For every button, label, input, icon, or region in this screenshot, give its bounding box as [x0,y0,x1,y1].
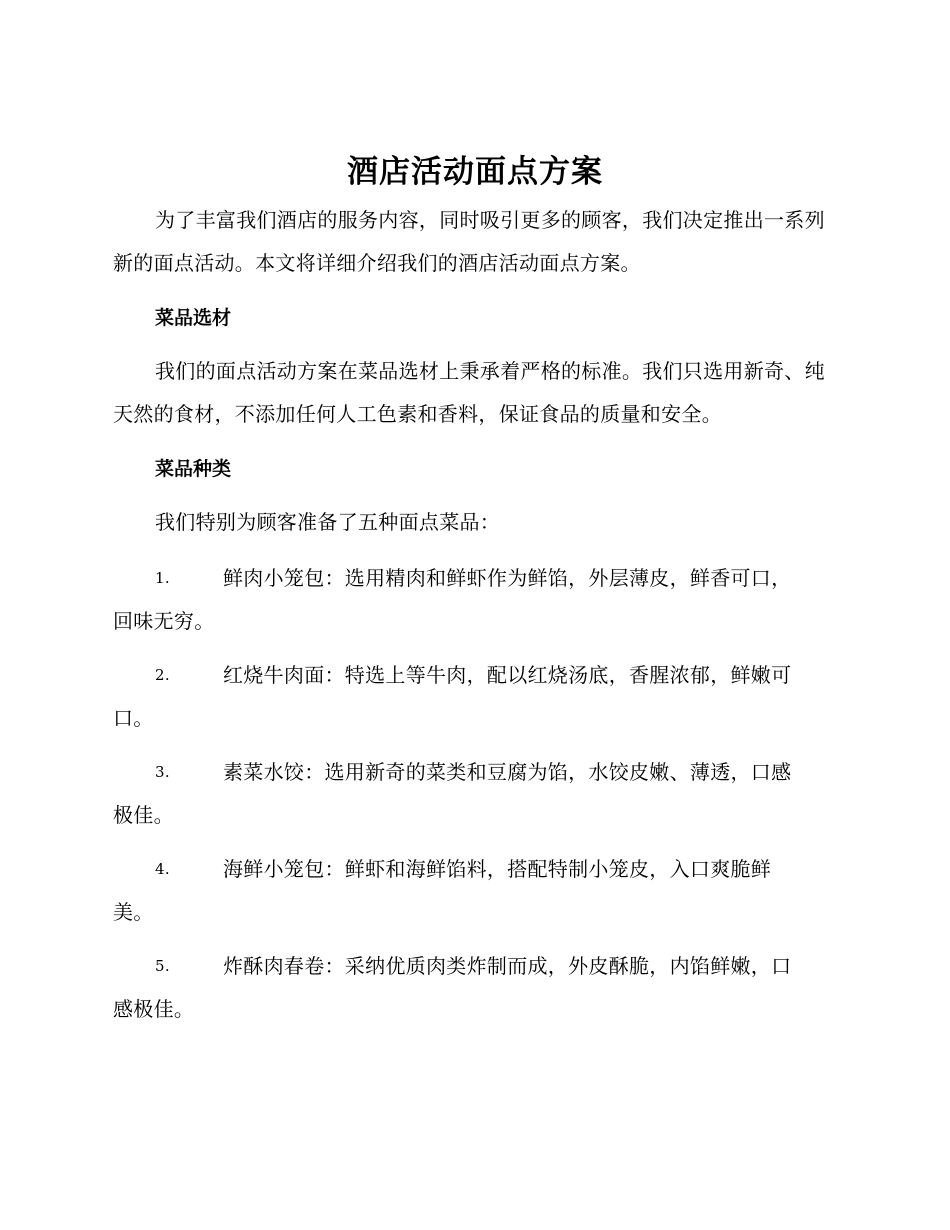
list-item-number: 4. [155,860,170,878]
list-item-text: 海鲜小笼包：鲜虾和海鲜馅料，搭配特制小笼皮，入口爽脆鲜 [223,857,772,881]
section-heading-varieties: 菜品种类 [155,458,232,480]
list-item [113,557,837,643]
list-item-text-continued: 口。 [113,706,154,730]
ingredients-paragraph: 我们的面点活动方案在菜品选材上秉承着严格的标准。我们只选用新奇、纯天然的食材，不添加任何人工色素和香料，保证食品的质量和安全。 [113,359,825,426]
list-item-number: 2. [155,666,170,684]
list-item-text: 红烧牛肉面：特选上等牛肉，配以红烧汤底，香腥浓郁，鲜嫩可 [223,663,792,687]
list-item-number: 3. [155,763,170,781]
list-item-text: 炸酥肉春卷：采纳优质肉类炸制而成，外皮酥脆，内馅鲜嫩，口 [223,954,792,978]
list-item-text: 素菜水饺：选用新奇的菜类和豆腐为馅，水饺皮嫩、薄透，口感 [223,760,792,784]
list-item-number: 5. [155,957,170,975]
list-item [113,945,837,1031]
varieties-paragraph: 我们特别为顾客准备了五种面点菜品： [155,510,501,534]
list-item-number: 1. [155,569,170,587]
document-title: 酒店活动面点方案 [347,154,603,190]
list-item [113,751,837,837]
intro-paragraph: 为了丰富我们酒店的服务内容，同时吸引更多的顾客，我们决定推出一系列新的面点活动。本文将详细介绍我们的酒店活动面点方案。 [113,208,825,275]
list-item-text-continued: 极佳。 [113,803,174,827]
list-item [113,654,837,740]
section-heading-ingredients: 菜品选材 [155,307,232,329]
list-item-text-continued: 回味无穷。 [113,609,215,633]
list-item-text-continued: 感极佳。 [113,997,195,1021]
list-item-text-continued: 美。 [113,900,154,924]
list-item [113,848,837,934]
list-item-text: 鲜肉小笼包：选用精肉和鲜虾作为鲜馅，外层薄皮，鲜香可口， [223,566,792,590]
